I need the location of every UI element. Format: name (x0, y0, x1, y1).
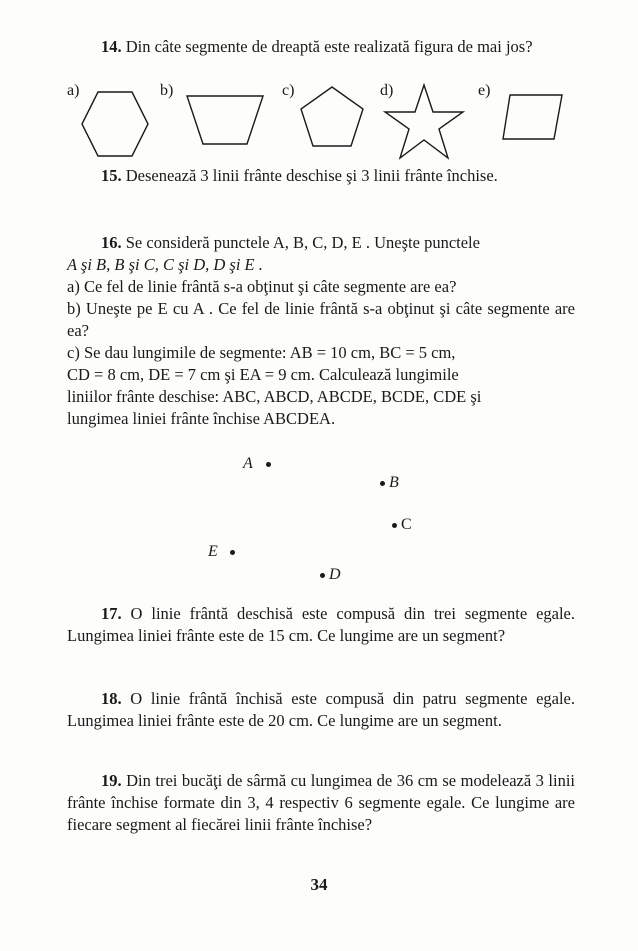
point-label: B (389, 474, 399, 491)
question-a: a) Ce fel de linie frântă s-a obţinut şi câte segmente are ea? (67, 277, 457, 296)
problem-text: O linie frântă deschisă este compusă din trei segmente egale. Lungimea liniei frânte este de 15 cm. Ce lungime are un segment? (67, 604, 575, 645)
point-d (320, 566, 341, 584)
problem-19 (67, 770, 575, 836)
question-c-line-2: CD = 8 cm, DE = 7 cm şi EA = 9 cm. Calculează lungimile (67, 365, 459, 384)
figure-label-e: e) (478, 82, 491, 99)
problem-text: Desenează 3 linii frânte deschise şi 3 linii frânte închise. (125, 166, 498, 185)
point-dot (392, 523, 397, 528)
point-dot (320, 573, 325, 578)
point-b (380, 474, 399, 492)
trapezoid-figure (185, 92, 265, 148)
problem-number: 17. (101, 604, 122, 623)
problem-16 (67, 232, 575, 430)
point-dot (380, 481, 385, 486)
problem-number: 15. (101, 166, 122, 185)
figure-label-c: c) (282, 82, 295, 99)
problem-14 (67, 36, 575, 58)
star-figure (382, 82, 466, 162)
point-a (243, 455, 271, 473)
problem-18 (67, 688, 575, 732)
figure-label-b: b) (160, 82, 174, 99)
point-dot (230, 550, 235, 555)
point-label: A (243, 455, 253, 472)
problem-number: 19. (101, 771, 122, 790)
problem-intro-line: Se consideră punctele A, B, C, D, E . Uneşte punctele (125, 233, 480, 252)
problem-text: Din câte segmente de dreaptă este realizată figura de mai jos? (125, 37, 533, 56)
problem-text: O linie frântă închisă este compusă din patru segmente egale. Lungimea liniei frânte este de 20 cm. Ce lungime are un segment. (67, 689, 575, 730)
problem-intro-line-2: A şi B, B şi C, C şi D, D şi E . (67, 255, 263, 274)
problem-15 (67, 165, 575, 187)
question-c-line-4: lungimea liniei frânte închise ABCDEA. (67, 409, 336, 428)
hexagon-figure (80, 88, 152, 160)
point-e (208, 543, 235, 561)
figure-label-a: a) (67, 82, 80, 99)
problem-number: 18. (101, 689, 122, 708)
point-label: C (401, 516, 412, 533)
point-label: D (329, 566, 341, 583)
quadrilateral-figure (500, 92, 566, 142)
point-label: E (208, 543, 218, 560)
point-c (392, 516, 412, 534)
problem-number: 14. (101, 37, 122, 56)
question-c-line-1: c) Se dau lungimile de segmente: AB = 10 cm, BC = 5 cm, (67, 343, 456, 362)
page-number: 34 (310, 875, 328, 894)
problem-17 (67, 603, 575, 647)
problem-text: Din trei bucăţi de sârmă cu lungimea de 36 cm se modelează 3 linii frânte închise formate din 3, 4 respectiv 6 segmente egale. Ce lungime are fiecare segment al fiecărei linii frânte închise? (67, 771, 575, 834)
question-b: b) Uneşte pe E cu A . Ce fel de linie frântă s-a obţinut şi câte segmente are ea? (67, 299, 575, 340)
problem-number: 16. (101, 233, 122, 252)
pentagon-figure (298, 84, 366, 150)
question-c-line-3: liniilor frânte deschise: ABC, ABCD, ABCDE, BCDE, CDE şi (67, 387, 482, 406)
figure-label-d: d) (380, 82, 394, 99)
point-dot (266, 462, 271, 467)
